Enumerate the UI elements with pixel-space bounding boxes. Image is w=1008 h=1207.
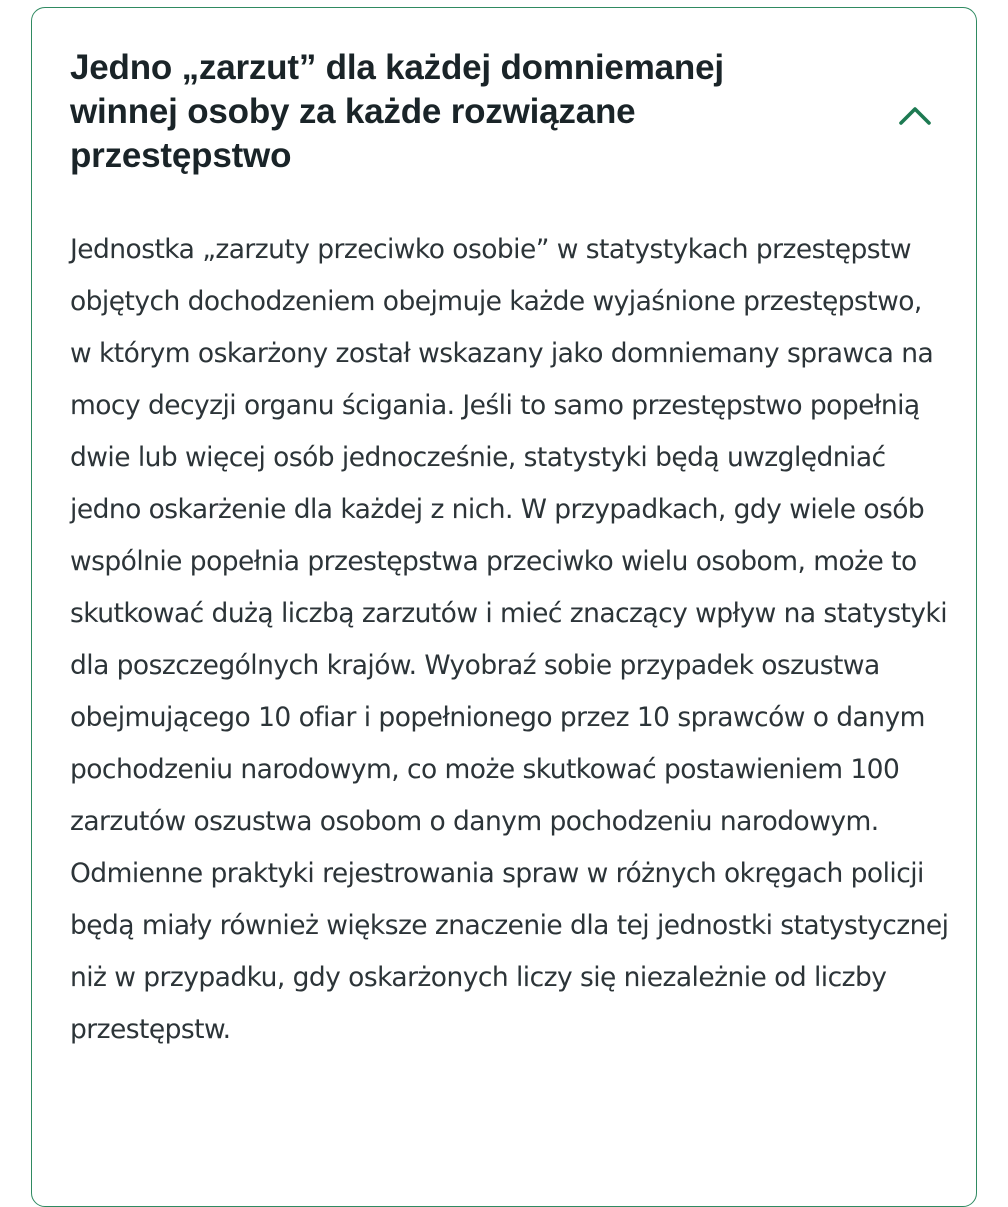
accordion-header[interactable] [70,46,930,178]
chevron-up-icon[interactable] [898,104,932,126]
accordion-card [31,7,977,1207]
accordion-title: Jedno „zarzut” dla każdej domniemanej winnej osoby za każde rozwiązane przestępstwo [70,48,724,175]
accordion-body-text: Jednostka „zarzuty przeciwko osobie” w statystykach przestępstw objętych dochodzeniem obejmuje każde wyjaśnione przestępstwo, w którym oskarżony został wskazany jako domniemany sprawca na mocy decyzji organu ścigania. Jeśli to samo przestępstwo popełnią dwie lub więcej osób jednocześnie, statystyki będą uwzględniać jedno oskarżenie dla każdej z nich. W przypadkach, gdy wiele osób wspólnie popełnia przestępstwa przeciwko wielu osobom, może to skutkować dużą liczbą zarzutów i mieć znaczący wpływ na statystyki dla poszczególnych krajów. Wyobraź sobie przypadek oszustwa obejmującego 10 ofiar i popełnionego przez 10 sprawców o danym pochodzeniu narodowym, co może skutkować postawieniem 100 zarzutów oszustwa osobom o danym pochodzeniu narodowym. Odmienne praktyki rejestrowania spraw w różnych okręgach policji będą miały również większe znaczenie dla tej jednostki statystycznej niż w przypadku, gdy oskarżonych liczy się niezależnie od liczby przestępstw. [70,234,949,1045]
